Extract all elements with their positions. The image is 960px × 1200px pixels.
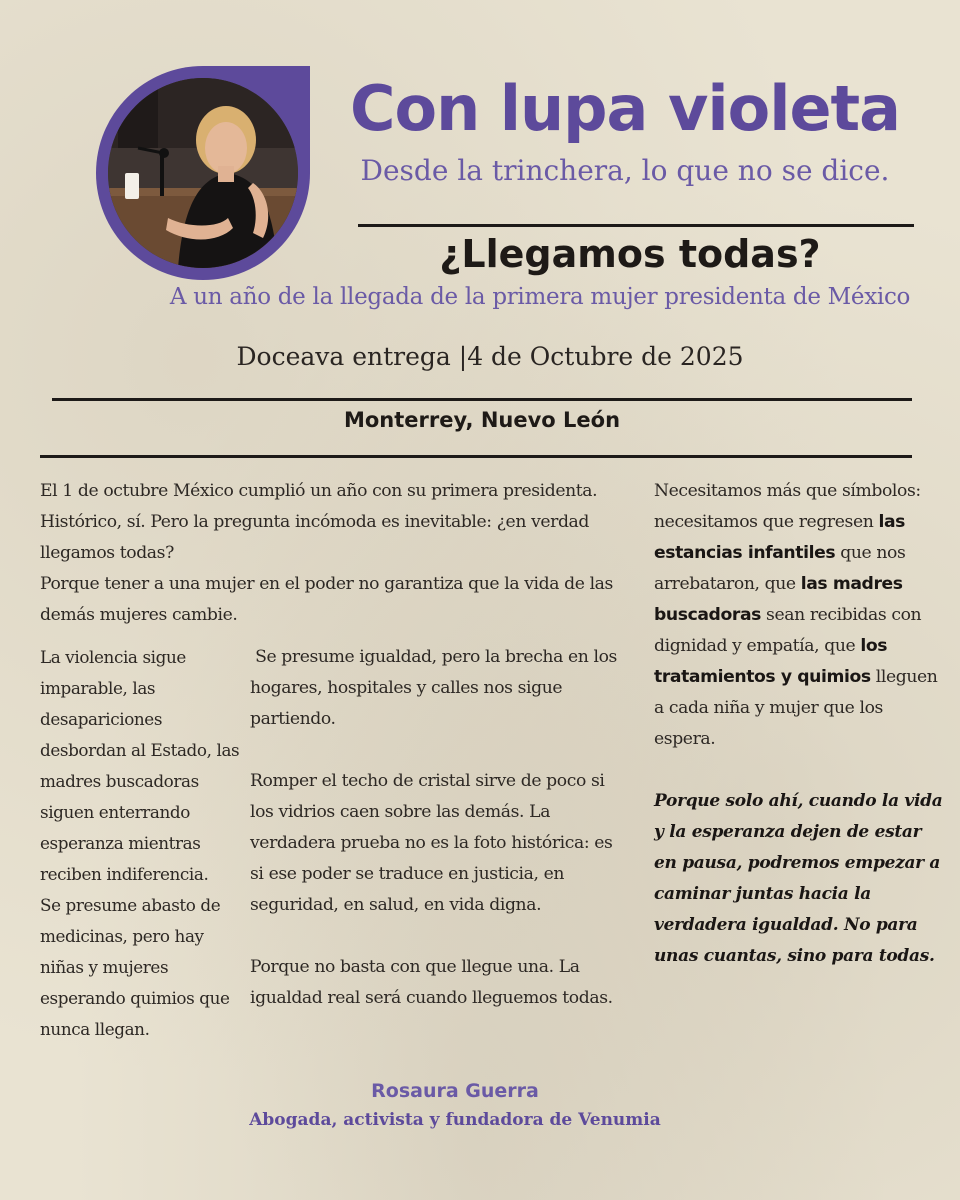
dateline-location: Monterrey, Nuevo León xyxy=(343,408,621,432)
intro-text xyxy=(40,476,632,631)
paragraph: Se presume abasto de medicinas, pero hay niñas y mujeres esperando quimios que nunca llegan. xyxy=(40,895,230,1039)
column-title: Con lupa violeta xyxy=(349,72,901,145)
intro-paragraph: Porque tener a una mujer en el poder no garantiza que la vida de las demás mujeres cambie. xyxy=(40,574,613,625)
divider-top xyxy=(358,224,914,227)
middle-column xyxy=(250,642,623,1014)
highlight-text: los tratamientos y quimios xyxy=(654,636,888,687)
article-headline: ¿Llegamos todas? xyxy=(439,232,821,276)
paragraph: La violencia sigue imparable, las desapariciones desbordan al Estado, las madres buscadoras siguen enterrando esperanza mientras reciben indiferencia. xyxy=(40,647,240,884)
text-run: Necesitamos más que símbolos: necesitamos que regresen xyxy=(654,481,921,532)
article-tagline: A un año de la llegada de la primera mujer presidenta de México xyxy=(169,284,911,310)
left-column xyxy=(40,642,240,1045)
text-run: sean recibidas con dignidad y empatía, que xyxy=(654,605,922,656)
text-run: lleguen a cada niña y mujer que los espera. xyxy=(654,667,938,749)
author-photo xyxy=(108,78,298,268)
column-subtitle: Desde la trinchera, lo que no se dice. xyxy=(360,154,890,187)
intro-paragraph: El 1 de octubre México cumplió un año con su primera presidenta. Histórico, sí. Pero la pregunta incómoda es inevitable: ¿en verdad llegamos todas? xyxy=(40,481,598,563)
paragraph: Porque no basta con que llegue una. La igualdad real será cuando lleguemos todas. xyxy=(250,957,613,1008)
paragraph: Se presume igualdad, pero la brecha en los hogares, hospitales y calles nos sigue partiendo. xyxy=(250,647,623,729)
edition-date: Doceava entrega |4 de Octubre de 2025 xyxy=(236,342,744,371)
highlight-text: las estancias infantiles xyxy=(654,512,905,563)
author-name: Rosaura Guerra xyxy=(371,1080,539,1102)
highlight-text: las madres buscadoras xyxy=(654,574,903,625)
paragraph: Romper el techo de cristal sirve de poco si los vidrios caen sobre las demás. La verdadera prueba no es la foto histórica: es si ese poder se traduce en justicia, en seguridad, en salud, en vida digna. xyxy=(250,771,613,915)
right-column xyxy=(654,476,948,755)
divider-bottom xyxy=(40,455,912,458)
closing-statement: Porque solo ahí, cuando la vida y la esperanza dejen de estar en pausa, podremos empezar a caminar juntas hacia la verdadera igualdad. No para unas cuantas, sino para todas. xyxy=(654,791,943,966)
divider-middle xyxy=(52,398,912,401)
text-run: que nos arrebataron, que xyxy=(654,543,906,594)
author-role: Abogada, activista y fundadora de Venumia xyxy=(249,1110,661,1130)
